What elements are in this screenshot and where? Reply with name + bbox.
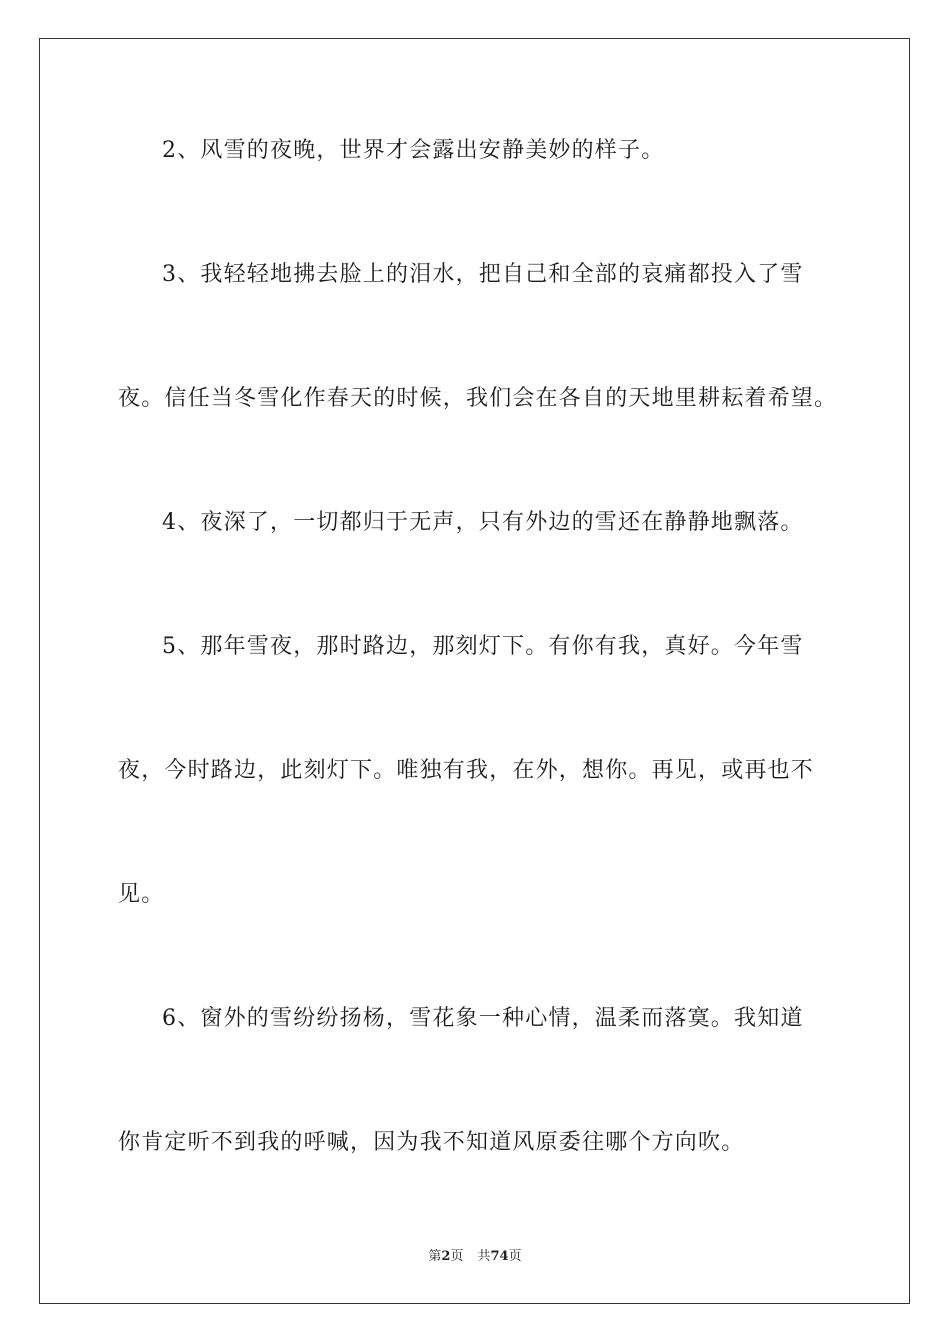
page-number: 2 (441, 1249, 451, 1264)
total-pages: 74 (490, 1249, 509, 1264)
paragraph-6-line-1: 6、窗外的雪纷纷扬杨，雪花象一种心情，温柔而落寞。我知道 (162, 1006, 804, 1031)
paragraph-5-line-1: 5、那年雪夜，那时路边，那刻灯下。有你有我，真好。今年雪 (162, 634, 804, 659)
page-footer (0, 1248, 950, 1266)
paragraph-4: 4、夜深了，一切都归于无声，只有外边的雪还在静静地飘落。 (162, 510, 804, 535)
paragraph-6-line-2: 你肯定听不到我的呼喊，因为我不知道风原委往哪个方向吹。 (118, 1130, 745, 1155)
page-border (39, 38, 910, 1304)
paragraph-3-line-1: 3、我轻轻地拂去脸上的泪水，把自己和全部的哀痛都投入了雪 (162, 262, 804, 287)
page-label-prefix: 第 (428, 1249, 442, 1264)
page-label-suffix: 页 (450, 1249, 464, 1264)
total-label-suffix: 页 (508, 1249, 522, 1264)
paragraph-3-line-2: 夜。信任当冬雪化作春天的时候，我们会在各自的天地里耕耘着希望。 (118, 386, 838, 411)
paragraph-2: 2、风雪的夜晚，世界才会露出安静美妙的样子。 (162, 138, 665, 163)
paragraph-5-line-2: 夜，今时路边，此刻灯下。唯独有我，在外，想你。再见，或再也不 (118, 758, 815, 783)
total-label-prefix: 共 (477, 1249, 491, 1264)
paragraph-5-line-3: 见。 (118, 882, 165, 907)
